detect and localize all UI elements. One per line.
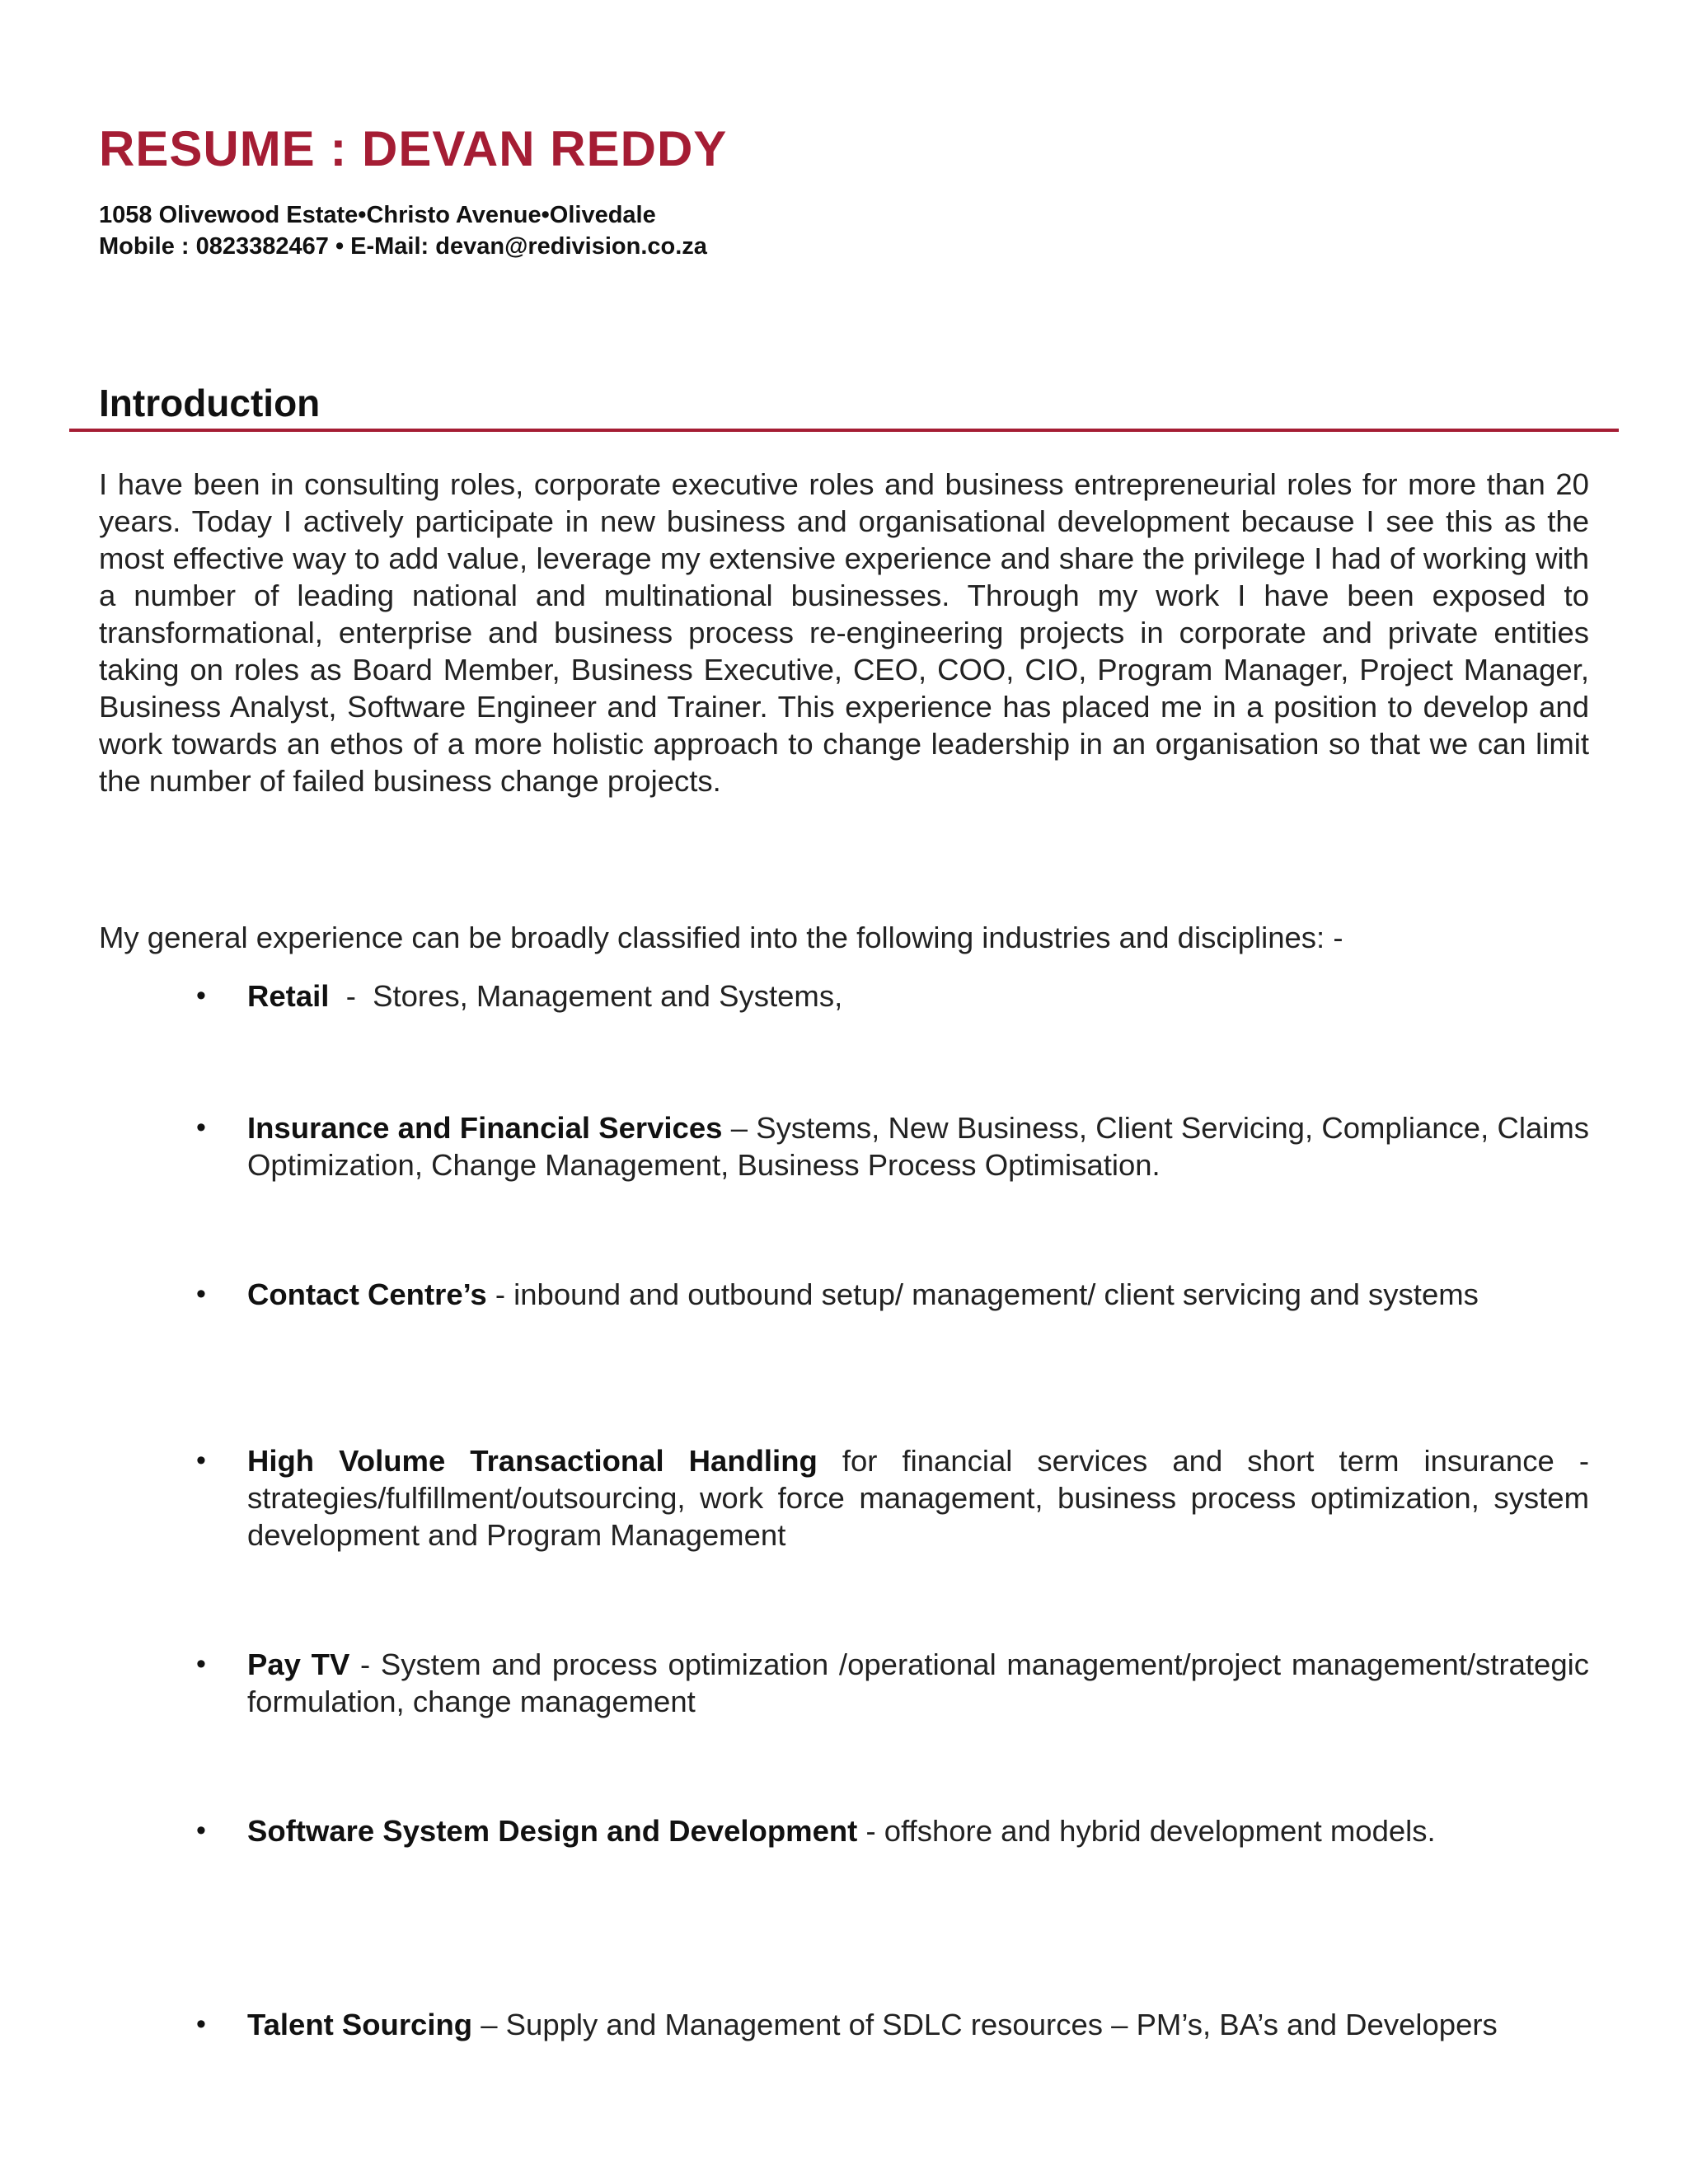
- experience-item-text: - System and process optimization /operational management/project management/strategic formulation, change management: [247, 1647, 1589, 1718]
- experience-item-text: – Systems, New Business, Client Servicing, Compliance, Claims Optimization, Change Management, Business Process Optimisation.: [247, 1111, 1590, 1182]
- experience-item-title: Pay TV: [247, 1647, 350, 1681]
- bullet-icon: •: [196, 1278, 206, 1310]
- introduction-paragraph: I have been in consulting roles, corporate executive roles and business entrepreneurial roles for more than 20 years. Today I actively participate in new business and organisational development because I see this as the most effective way to add value, leverage my extensive experience and share the privilege I had of working with a number of leading national and multinational businesses. Through my work I have been exposed to transformational, enterprise and business process re-engineering projects in corporate and private entities taking on roles as Board Member, Business Executive, CEO, COO, CIO, Program Manager, Project Manager, Business Analyst, Software Engineer and Trainer. This experience has placed me in a position to develop and work towards an ethos of a more holistic approach to change leadership in an organisation so that we can limit the number of failed business change projects.: [99, 467, 1589, 798]
- section-divider: [69, 429, 1619, 432]
- experience-item-text: - offshore and hybrid development models.: [857, 1814, 1436, 1848]
- bullet-icon: •: [196, 1648, 206, 1680]
- section-heading-introduction: Introduction: [99, 382, 321, 424]
- experience-item-text: for financial services and short term insurance - strategies/fulfillment/outsourcing, work force management, business process optimization, system development and Program Management: [247, 1444, 1589, 1552]
- experience-item-retail: [196, 977, 1589, 1015]
- address-line: 1058 Olivewood Estate•Christo Avenue•Olivedale: [99, 202, 656, 228]
- bullet-icon: •: [196, 1112, 206, 1143]
- experience-item-title: Retail: [247, 979, 330, 1013]
- experience-item-contact-centres: [196, 1276, 1589, 1313]
- experience-item-text: - inbound and outbound setup/ management/ client servicing and systems: [486, 1277, 1479, 1311]
- experience-item-insurance: [196, 1109, 1590, 1183]
- experience-item-high-volume: [196, 1442, 1589, 1554]
- bullet-icon: •: [196, 1815, 206, 1846]
- bullet-icon: •: [196, 1445, 206, 1476]
- experience-item-text: - Stores, Management and Systems,: [329, 979, 843, 1013]
- experience-item-title: Insurance and Financial Services: [247, 1111, 723, 1145]
- experience-item-software: [196, 1812, 1589, 1849]
- bullet-icon: •: [196, 980, 206, 1011]
- experience-item-title: Talent Sourcing: [247, 2008, 473, 2041]
- experience-lead: My general experience can be broadly classified into the following industries and disciplines: -: [99, 921, 1343, 954]
- experience-item-talent-sourcing: [196, 2006, 1589, 2043]
- experience-item-pay-tv: [196, 1646, 1589, 1720]
- contact-block: [99, 199, 707, 262]
- contact-line: Mobile : 0823382467 • E-Mail: devan@redivision.co.za: [99, 233, 707, 260]
- experience-item-text: – Supply and Management of SDLC resources – PM’s, BA’s and Developers: [472, 2008, 1498, 2041]
- resume-title: RESUME : DEVAN REDDY: [99, 121, 728, 176]
- experience-item-title: Contact Centre’s: [247, 1277, 487, 1311]
- experience-item-title: Software System Design and Development: [247, 1814, 858, 1848]
- experience-item-title: High Volume Transactional Handling: [247, 1444, 818, 1478]
- bullet-icon: •: [196, 2008, 206, 2040]
